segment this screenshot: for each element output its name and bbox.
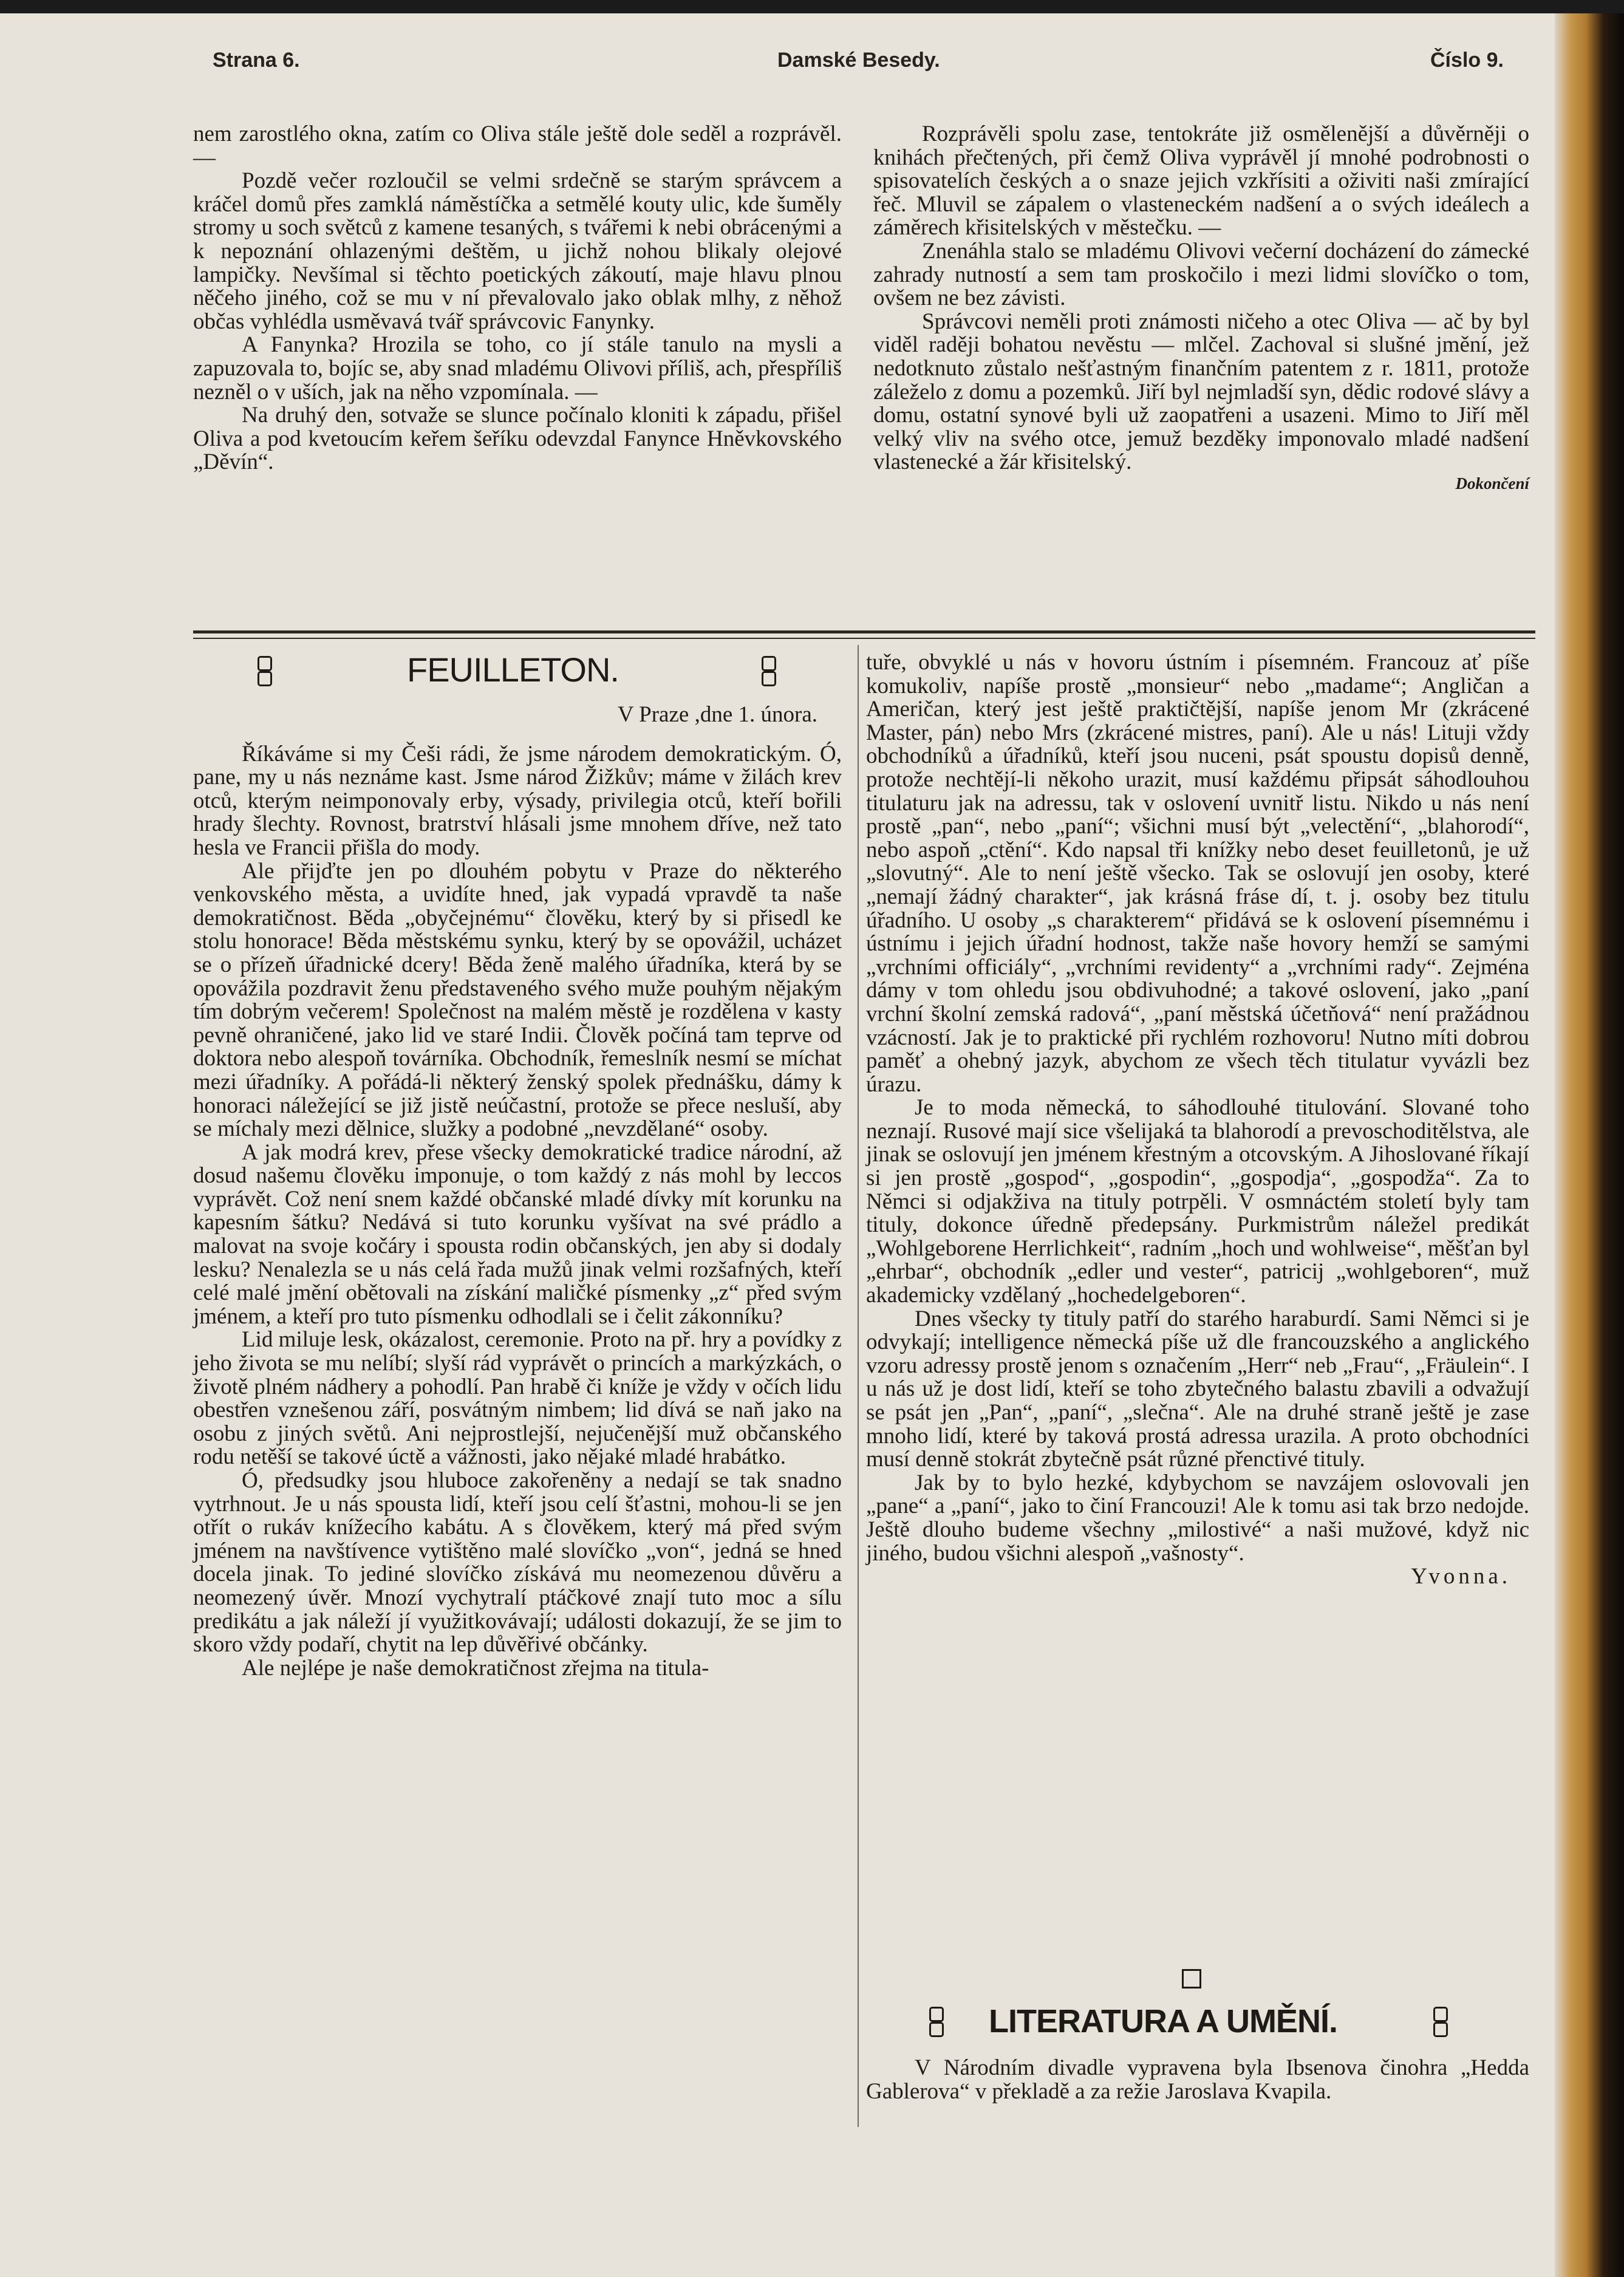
story-paragraph: Správcovi neměli proti známosti ničeho a otec Olivа — ač by byl viděl raději bohatou nevěstu — mlčel. Zachoval si slušné jmění, jež nedotknuto zůstalo nešťastným finančním patentem z r. 1811, protože záleželo z domu a pozemků. Jiří byl nejmladší syn, dědic rodové slávy a domu, ostatní synové byli už zaopatřeni a usazeni. Mimo to Jiří měl velký vliv na svého otce, jemuž bezděky imponovalo mladé nadšení vlastenecké a žár křisitelský. xyxy=(873,309,1529,475)
literatura-paragraph: V Národním divadle vypravena byla Ibsenova činohra „Hedda Gablerova“ v překladě a za režie Jaroslava Kvapila. xyxy=(866,2055,1529,2104)
story-right-column xyxy=(873,123,1529,496)
feuilleton-paragraph: Lid miluje lesk, okázalost, ceremonie. Proto na př. hry a povídky z jeho života se mu nelíbí; slyší rád vyprávět o princích a markýzkách, o životě plném nádhery a pohodlí. Pan hrabě či kníže je vždy v očích lidu obestřen vznešenou září, posvátným nimbem; lid dívá se naň jako na osobu z jiných světů. Ani nejprostlejší, nejučenější muž občanského rodu netěší se takové úctě a vážnosti, jako nějaké mladé hrabátko. xyxy=(193,1327,842,1470)
feuilleton-paragraph: Říkáváme si my Češi rádi, že jsme národem demokratickým. Ó, pane, my u nás neznáme kast. Jsme národ Žižkův; máme v žilách krev otců, kterým neimponovaly erby, výsady, privilegia otců, kteří bořili hrady šlechty. Rovnost, bratrství hlásali jsme mnohem dříve, než tato hesla ve Francii přišla do mody. xyxy=(193,741,842,860)
feuilleton-title: FEUILLETON. xyxy=(407,650,619,689)
story-paragraph: Pozdě večer rozloučil se velmi srdečně se starým správcem a kráčel domů přes zamklá náměstíčka a setmělé kouty ulic, kde šuměly stromy u soch světců z kamene tesaných, s tvářemi k nebi obrácenými a k nepoznání ohlazenými deštěm, u jichž nohou blikaly olejové lampičky. Nevšímal si těchto poetických zákoutí, maje hlavu plnou něčeho jiného, což se mu v ní převalovalo jako oblak mlhy, z něhož občas vyhlédla usměvavá tvář správcovic Fanynky. xyxy=(193,168,842,334)
ornament-icon xyxy=(762,656,776,688)
page-binding-edge xyxy=(1555,13,1624,2277)
column-divider xyxy=(858,645,859,2127)
feuilleton-author: Yvonna. xyxy=(1411,1564,1511,1589)
story-continued-note: Dokončení xyxy=(1455,474,1529,493)
ornament-icon xyxy=(929,2007,944,2038)
feuilleton-paragraph: Ale přijďte jen po dlouhém pobytu v Praze do některého venkovského města, a uvidíte hned, jak vypadá vpravdě ta naše demokratičnost. Běda „obyčejnému“ člověku, který by si přisedl ke stolu honorace! Běda městskému synku, který by se opovážil, ucházet se o přízeň úřadnické dcery! Běda ženě malého úřadníka, která by se opovážila pozdravit ženu představeného svého muže pouhým nějakým tím dobrým večerem! Společnost na malém městě je rozdělena v kasty pevně ohraničené, jako lid ve staré Indii. Člověk počíná tam teprve od doktora nebo alespoň továrníka. Obchodník, řemeslník nesmí se míchat mezi úřadníky. A pořádá-li některý ženský spolek přednášku, dámy k honoraci náležející se již jistě neúčastní, protože se přece nesluší, aby se míchaly mezi dělnice, služky a podobné „nevzdělané“ osoby. xyxy=(193,858,842,1142)
feuilleton-paragraph: Ó, předsudky jsou hluboce zakořeněny a nedají se tak snadno vytrhnout. Je u nás spousta lidí, kteří jsou celí šťastni, mohou-li se jen otřít o rukáv knížecího kabátu. A s člověkem, který má před svým jménem na navštívence vytištěno malé slovíčko „von“, jedná se hned docela jinak. To jediné slovíčko získává mu neomezenou důvěru a neomezený úvěr. Mnozí vychytralí ptáčkové znají tuto moc a sílu predikátu a jak náleží jí využitkovávají; události dokazují, že se jim to skoro vždy podaří, chytit na lep důvěřivé občánky. xyxy=(193,1468,842,1657)
story-left-column xyxy=(193,123,842,474)
literatura-column xyxy=(866,2057,1529,2103)
feuilleton-paragraph: Dnes všecky ty tituly patří do starého haraburdí. Sami Němci si je odvykají; intelligence německá píše už dle francouzského a anglického vzoru adressy prostě jenom s označením „Herr“ neb „Frau“, „Fräulein“. I u nás už je dost lidí, kteří se toho zbytečného balastu zbavili a odvažují se psát jen „Pan“, „paní“, „slečna“. Ale na druhé straně ještě je zase mnoho lidí, které by taková prostá adressa urazila. A proto obchodníci musí denně stokrát zbytečně psát různé přenctivé tituly. xyxy=(866,1306,1529,1472)
feuilleton-paragraph: Je to moda německá, to sáhodlouhé titulování. Slované toho neznají. Rusové mají sice všelijaká ta blahorodí a prevoschoditělstva, ale jinak se oslovují jen jménem křestným a otcovským. A Jihoslované říkají si jen prostě „gospod“, „gospodin“, „gospodja“, „gospodža“. Za to Němci si odjakživa na tituly potrpěli. V osmnáctém století byly tam tituly, dokonce úředně předepsány. Purkmistrům náležel predikát „Wohlgeborene Herrlichkeit“, radním „hoch und wohlweise“, měšťan byl „ehrbar“, obchodník „edler und vester“, patricij „wohlgeboren“, muž akademicky vzdělaný „hochedelgeboren“. xyxy=(866,1095,1529,1308)
story-paragraph: nem zarostlého okna, zatím co Oliva stále ještě dole seděl a rozprávěl. — xyxy=(193,121,842,170)
feuilleton-paragraph: tuře, obvyklé u nás v hovoru ústním i písemném. Francouz ať píše komukoliv, napíše prostě „monsieur“ nebo „madame“; Angličan a Američan, který jest ještě praktičtější, napíše jenom Mr (zkrácené Master, pán) nebo Mrs (zkrácené mistres, paní). Ale u nás! Lituji vždy obchodníků a úřadníků, kteří jsou nuceni, psát spoustu dopisů denně, protože nechtějí-li někoho urazit, musí každému připsát sáhodlouhou titulaturu jak na adressu, tak v oslovení uvnitř listu. Nikdo u nás není prostě „pan“, nebo „paní“; všichni musí být „velectění“, „blahorodí“, nebo aspoň „ctění“. Kdo napsal tři knížky nebo deset feuilletonů, je už „slovutný“. Ale to není ještě všecko. Tak se oslovují jen osoby, které „nemají žádný charakter“, jak krásná fráse dí, t. j. osoby bez titulu úřadního. U osoby „s charakterem“ přidává se k oslovení písemnému i ústnímu i jejich úřadní hodnost, takže naše hovory hemží se samými „vrchními officiály“, „vrchními revidenty“ a „vrchními rady“. Zejména dámy v tom ohledu jsou obdivuhodné; a takové oslovení, jako „paní vrchní školní zemská radová“, „paní městská účetňová“ není pražádnou vzácností. Jak je to praktické při rychlém rozhovoru! Nutno míti dobrou paměť a ohebný jazyk, abychom ze všech těch titulatur vyvázli bez úrazu. xyxy=(866,650,1529,1097)
literatura-title: LITERATURA A UMĚNÍ. xyxy=(989,2003,1337,2040)
section-divider xyxy=(193,630,1535,633)
feuilleton-dateline: V Praze ,dne 1. února. xyxy=(617,702,817,727)
newspaper-page xyxy=(0,13,1567,2277)
feuilleton-left-column xyxy=(193,703,842,1680)
publication-title: Damské Besedy. xyxy=(777,49,940,72)
feuilleton-right-column xyxy=(866,651,1529,1589)
story-paragraph: A Fanynka? Hrozila se toho, co jí stále tanulo na mysli a zapuzovala to, bojíc se, aby snad mladému Olivovi příliš, ach, přespříliš nezněl o v uších, jak na něho vzpomínala. — xyxy=(193,332,842,405)
story-paragraph: Znenáhla stalo se mladému Olivovi večerní docházení do zámecké zahrady nutností a sem tam proskočilo i mezi lidmi slovíčko o tom, ovšem ne bez závisti. xyxy=(873,238,1529,311)
story-paragraph: Rozprávěli spolu zase, tentokráte již osmělenější a důvěrněji o knihách přečtených, při čemž Oliva vyprávěl jí mnohé podrobnosti o spisovatelích českých a o snaze jejich vzkřísiti a oživiti naši zmírající řeč. Mluvil se zápalem o vlasteneckém nadšení a o svých ideálech a záměrech křisitelských v městečku. — xyxy=(873,121,1529,241)
issue-number: Číslo 9. xyxy=(1430,49,1504,72)
feuilleton-paragraph: A jak modrá krev, přese všecky demokratické tradice národní, až dosud našemu člověku imponuje, o tom každý z nás mohl by leccos vyprávět. Což není snem každé občanské mladé dívky mít korunku na kapesním šátku? Nedává si tuto korunku vyšívat na své prádlo a malovat na svoje kočáry i spousta rodin občanských, jen aby si dodaly lesku? Nenalezla se u nás celá řada mužů jinak velmi rozšafných, kteří celé malé jmění obětovali na získání maličké písmenky „z“ před svým jménem, a kteří pro tuto písmenku odhodlali se i čelit zákonníku? xyxy=(193,1139,842,1329)
section-divider-thin xyxy=(193,638,1535,639)
page-number: Strana 6. xyxy=(213,49,300,72)
feuilleton-paragraph: Ale nejlépe je naše demokratičnost zřejma na titula- xyxy=(242,1655,709,1681)
feuilleton-paragraph: Jak by to bylo hezké, kdybychom se navzájem oslovovali jen „pane“ a „paní“, jako to činí Francouzi! Ale k tomu asi tak brzo nedojde. Ještě dlouho budeme všechny „milostivé“ a naši mužové, když nic jiného, budou všichni alespoň „vašnosty“. xyxy=(866,1470,1529,1566)
ornament-icon xyxy=(258,656,272,688)
story-paragraph: Na druhý den, sotvaže se slunce počínalo kloniti k západu, přišel Oliva a pod kvetoucím keřem šeříku odevzdal Fanynce Hněvkovského „Děvín“. xyxy=(193,403,842,475)
ornament-icon xyxy=(1433,2007,1448,2038)
square-ornament-icon xyxy=(1182,1969,1201,1989)
